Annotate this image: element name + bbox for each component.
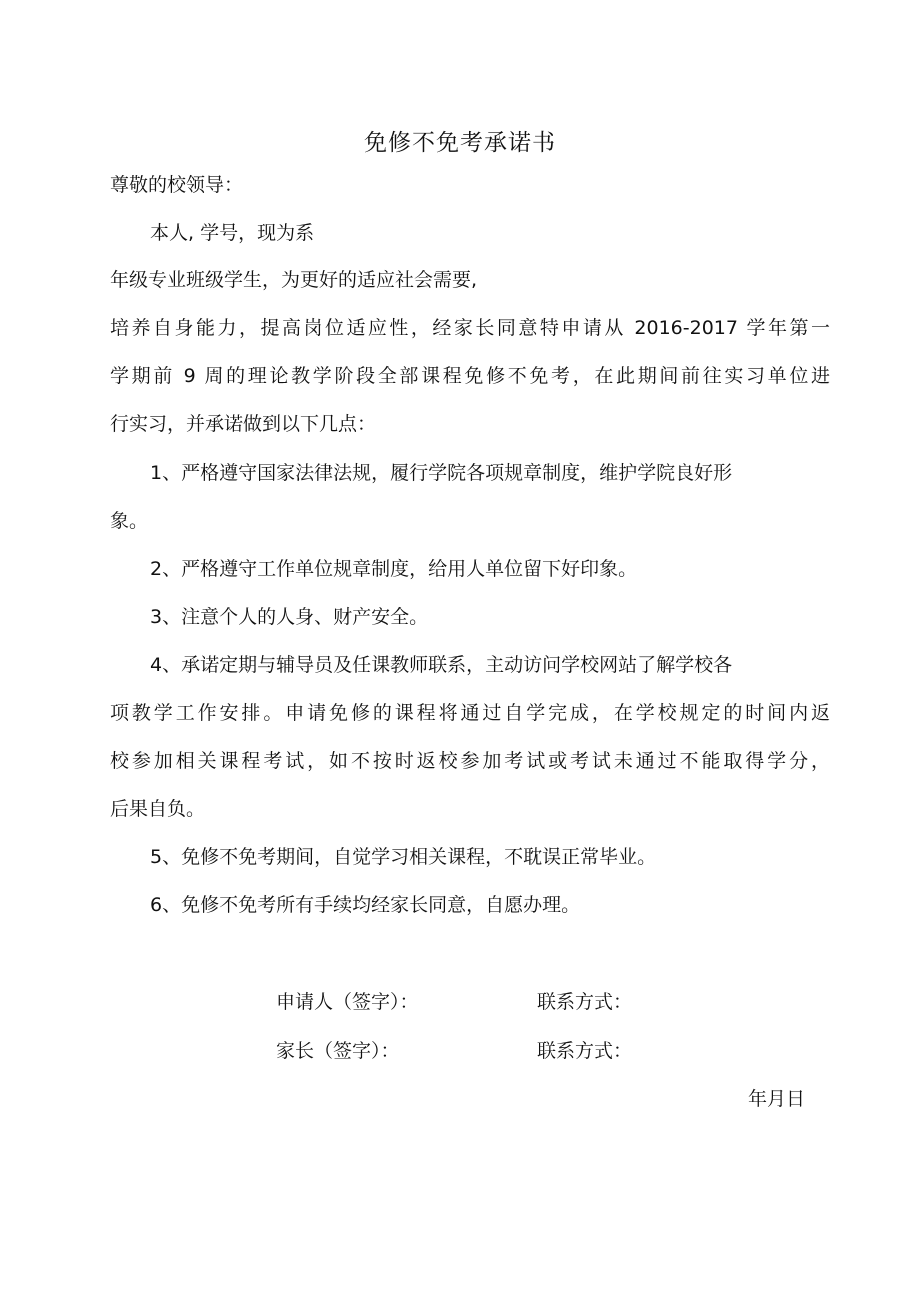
item-4-line-1: 4、承诺定期与辅导员及任课教师联系，主动访问学校网站了解学校各 [150, 654, 733, 676]
document-title: 免修不免考承诺书 [364, 130, 556, 156]
item-1-line-1: 1、严格遵守国家法律法规，履行学院各项规章制度，维护学院良好形 [150, 462, 733, 484]
item-5: 5、免修不免考期间，自觉学习相关课程，不耽误正常毕业。 [150, 846, 657, 868]
salutation: 尊敬的校领导： [110, 174, 244, 196]
item-4-line-4: 后果自负。 [110, 798, 206, 820]
applicant-contact-label: 联系方式： [537, 991, 633, 1013]
intro-line-2: 年级专业班级学生，为更好的适应社会需要, [110, 269, 478, 291]
parent-contact-label: 联系方式： [537, 1040, 633, 1062]
intro-line-4: 学期前 9 周的理论教学阶段全部课程免修不免考，在此期间前往实习单位进 [110, 365, 830, 387]
intro-line-1: 本人, 学号，现为系 [150, 222, 315, 244]
parent-signature-label: 家长（签字）： [276, 1040, 400, 1062]
item-3: 3、注意个人的人身、财产安全。 [150, 606, 429, 628]
item-6: 6、免修不免考所有手续均经家长同意，自愿办理。 [150, 894, 581, 916]
applicant-signature-label: 申请人（签字）： [276, 991, 419, 1013]
date-label: 年月日 [748, 1088, 806, 1110]
item-4-line-2: 项教学工作安排。申请免修的课程将通过自学完成，在学校规定的时间内返 [110, 702, 830, 724]
item-1-line-2: 象。 [110, 510, 149, 532]
item-2: 2、严格遵守工作单位规章制度，给用人单位留下好印象。 [150, 558, 638, 580]
intro-line-3: 培养自身能力，提高岗位适应性，经家长同意特申请从 2016-2017 学年第一 [110, 317, 830, 339]
intro-line-5: 行实习，并承诺做到以下几点： [110, 413, 377, 435]
item-4-line-3: 校参加相关课程考试，如不按时返校参加考试或考试未通过不能取得学分， [110, 750, 830, 772]
